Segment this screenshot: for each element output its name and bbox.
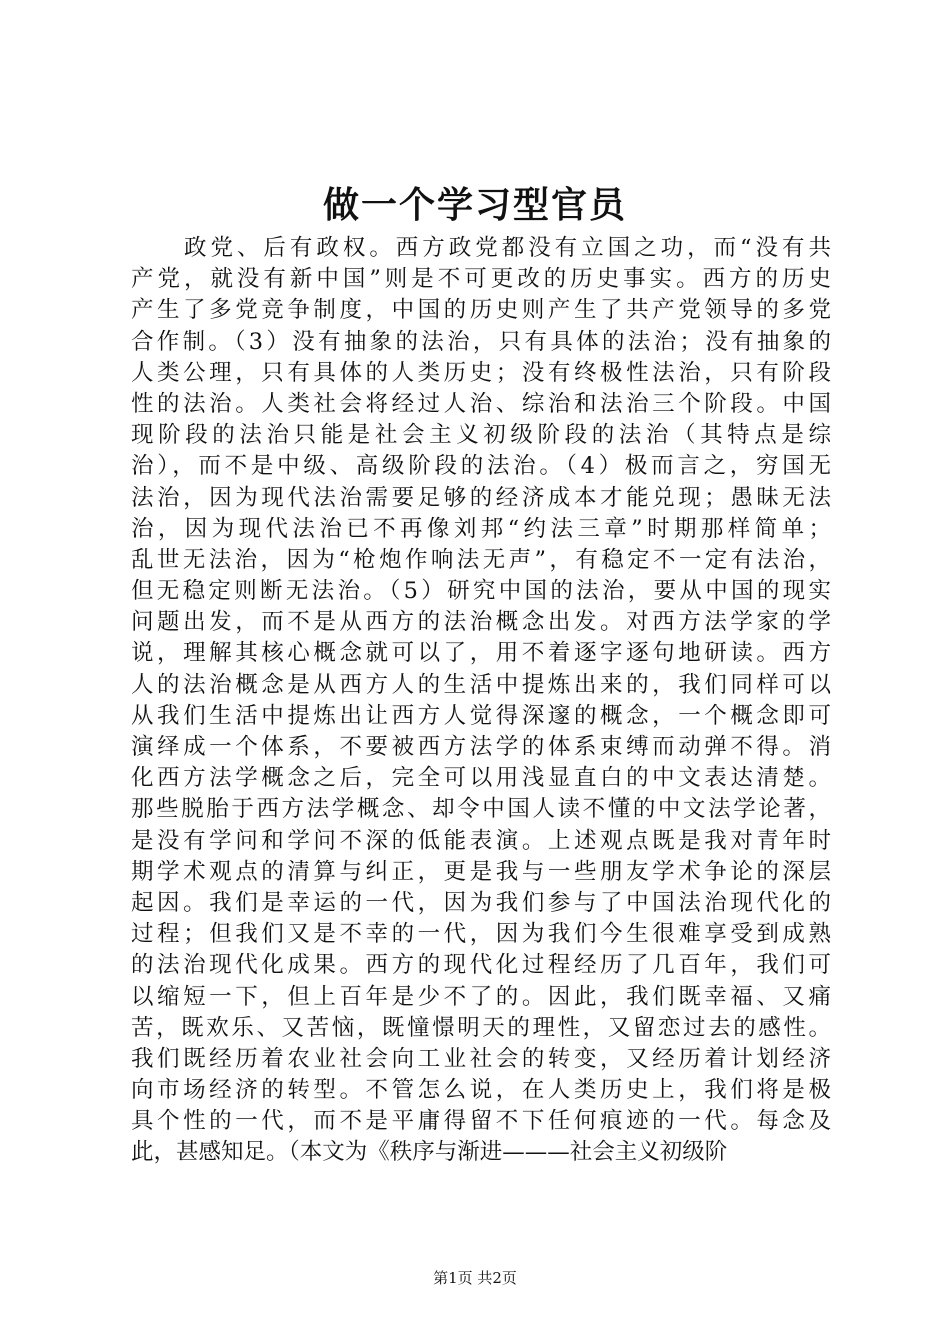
paragraph-line: 的法治现代化成果。西方的现代化过程经历了几百年，我们可 — [131, 952, 831, 979]
paragraph-line: 我们既经历着农业社会向工业社会的转变，又经历着计划经济 — [131, 1045, 831, 1072]
paragraph-line: 苦，既欢乐、又苦恼，既憧憬明天的理性，又留恋过去的感性。 — [131, 1014, 831, 1041]
body-text — [131, 233, 831, 1169]
paragraph-line: 人的法治概念是从西方人的生活中提炼出来的，我们同样可以 — [131, 671, 831, 698]
paragraph-line: 期学术观点的清算与纠正，更是我与一些朋友学术争论的深层 — [131, 858, 831, 885]
paragraph-line: 合作制。（3）没有抽象的法治，只有具体的法治；没有抽象的 — [131, 328, 831, 355]
paragraph-line: 现阶段的法治只能是社会主义初级阶段的法治（其特点是综 — [131, 422, 831, 449]
paragraph-line: 法治，因为现代法治需要足够的经济成本才能兑现；愚昧无法 — [131, 484, 831, 511]
paragraph-line: 治，因为现代法治已不再像刘邦“约法三章”时期那样简单； — [131, 515, 831, 542]
paragraph-line: 向市场经济的转型。不管怎么说，在人类历史上，我们将是极 — [131, 1077, 831, 1104]
paragraph-line: 起因。我们是幸运的一代，因为我们参与了中国法治现代化的 — [131, 889, 831, 916]
paragraph-line: 人类公理，只有具体的人类历史；没有终极性法治，只有阶段 — [131, 359, 831, 386]
paragraph-line: 说，理解其核心概念就可以了，用不着逐字逐句地研读。西方 — [131, 640, 831, 667]
paragraph-line: 从我们生活中提炼出让西方人觉得深邃的概念，一个概念即可 — [131, 702, 831, 729]
paragraph-line: 此，甚感知足。（本文为《秩序与渐进———社会主义初级阶 — [131, 1139, 728, 1166]
paragraph-line: 那些脱胎于西方法学概念、却令中国人读不懂的中文法学论著， — [131, 796, 831, 823]
paragraph-line: 性的法治。人类社会将经过人治、综治和法治三个阶段。中国 — [131, 390, 831, 417]
paragraph-line: 以缩短一下，但上百年是少不了的。因此，我们既幸福、又痛 — [131, 983, 831, 1010]
paragraph-line: 乱世无法治，因为“枪炮作响法无声”，有稳定不一定有法治， — [131, 546, 831, 573]
paragraph-line: 过程；但我们又是不幸的一代，因为我们今生很难享受到成熟 — [131, 921, 831, 948]
page-footer: 第1页 共2页 — [433, 1269, 517, 1287]
paragraph-line: 具个性的一代，而不是平庸得留不下任何痕迹的一代。每念及 — [131, 1108, 831, 1135]
paragraph-line: 演绎成一个体系，不要被西方法学的体系束缚而动弹不得。消 — [131, 734, 831, 760]
paragraph-line: 治），而不是中级、高级阶段的法治。（4）极而言之，穷国无 — [131, 453, 831, 480]
paragraph-line: 政党、后有政权。西方政党都没有立国之功，而“没有共 — [131, 235, 831, 261]
paragraph-line: 化西方法学概念之后，完全可以用浅显直白的中文表达清楚。 — [131, 765, 831, 792]
paragraph-line: 产生了多党竞争制度，中国的历史则产生了共产党领导的多党 — [131, 297, 831, 324]
document-title: 做一个学习型官员 — [322, 185, 627, 226]
paragraph-line: 产党，就没有新中国”则是不可更改的历史事实。西方的历史 — [131, 266, 831, 293]
paragraph-line: 是没有学问和学问不深的低能表演。上述观点既是我对青年时 — [131, 827, 831, 854]
paragraph-line: 但无稳定则断无法治。（5）研究中国的法治，要从中国的现实 — [131, 578, 831, 605]
paragraph-line: 问题出发，而不是从西方的法治概念出发。对西方法学家的学 — [131, 609, 831, 636]
